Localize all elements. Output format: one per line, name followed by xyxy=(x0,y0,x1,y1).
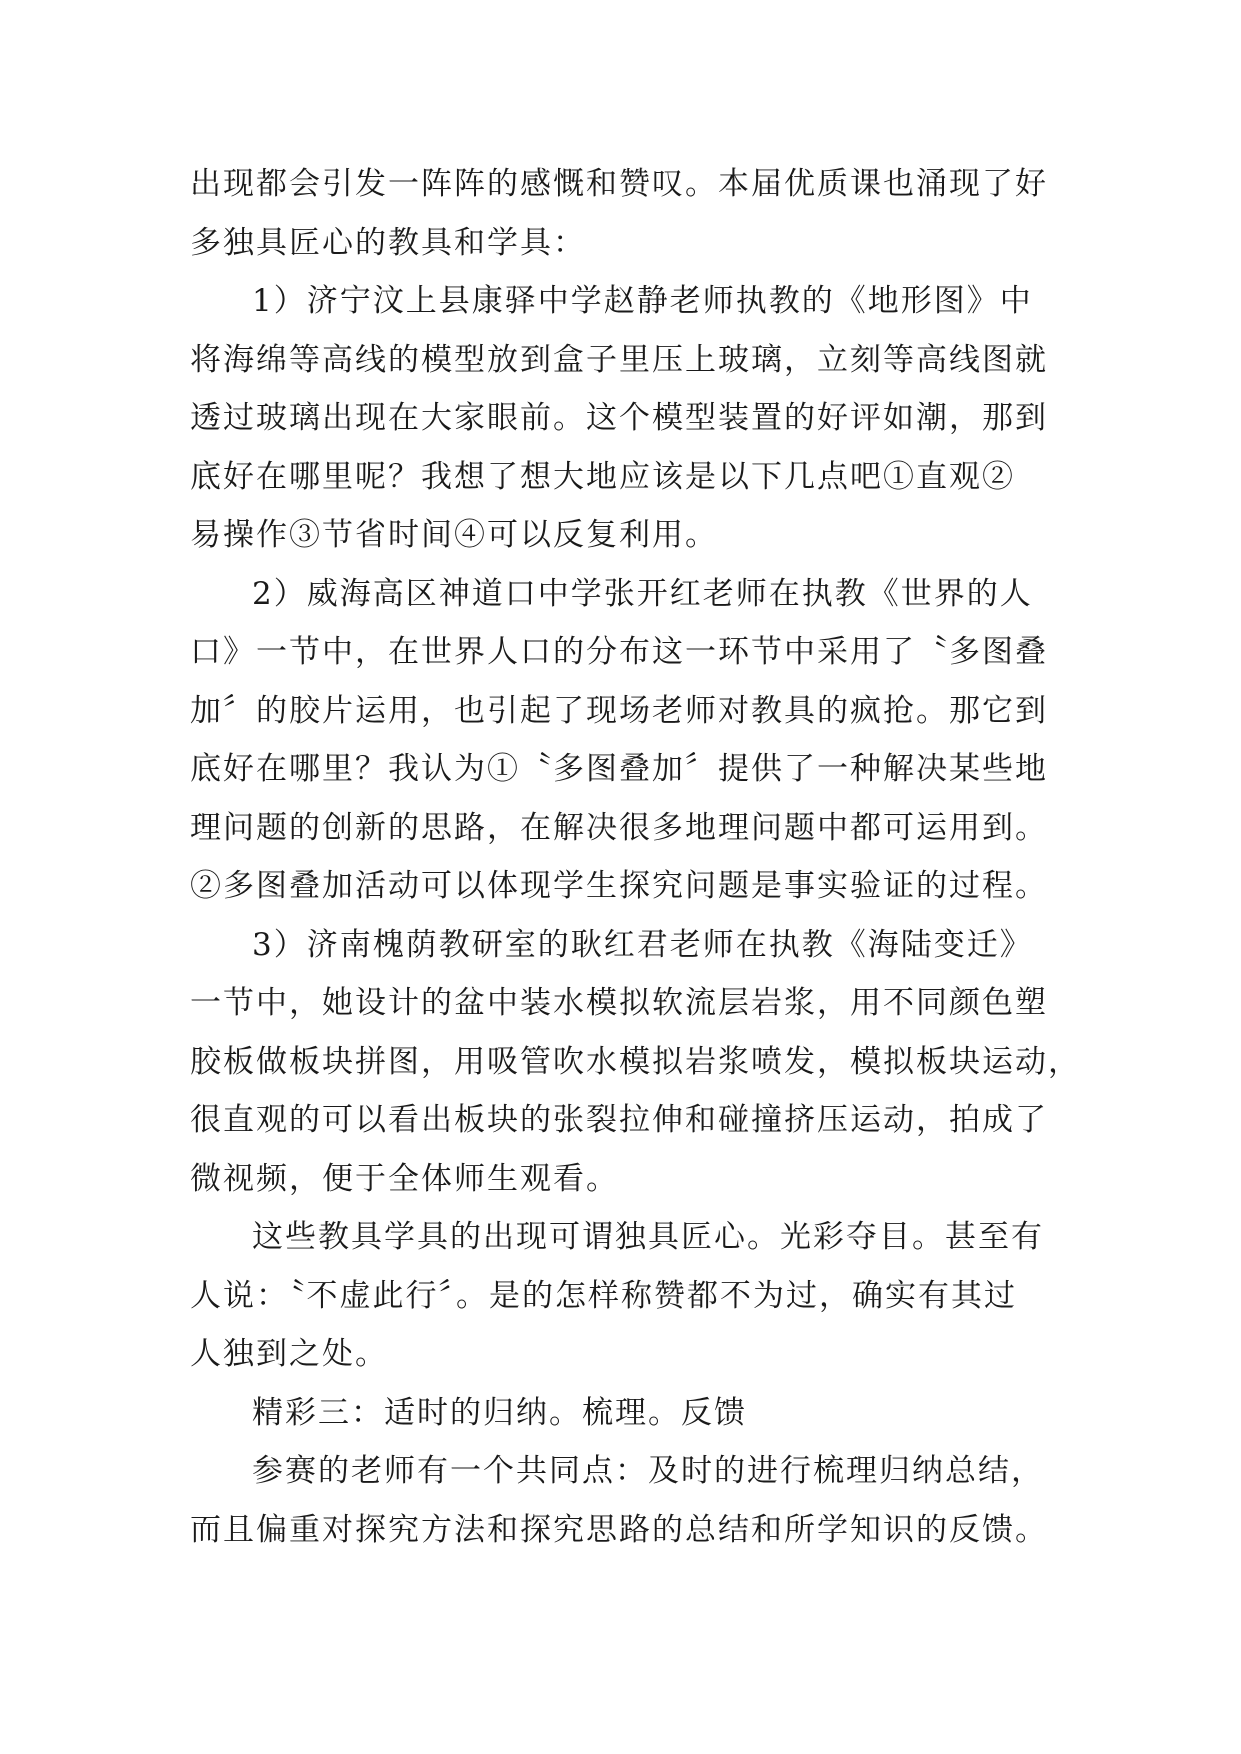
text-line: 底好在哪里？我认为①〝多图叠加〞提供了一种解决某些地 xyxy=(190,751,1048,787)
text-line: 很直观的可以看出板块的张裂拉伸和碰撞挤压运动，拍成了 xyxy=(190,1102,1048,1138)
document-body xyxy=(190,155,1081,1559)
text-line: 易操作③节省时间④可以反复利用。 xyxy=(190,517,718,553)
text-line: 将海绵等高线的模型放到盒子里压上玻璃，立刻等高线图就 xyxy=(190,341,1048,378)
text-line: 口》一节中，在世界人口的分布这一环节中采用了〝多图叠 xyxy=(190,634,1048,670)
text-line: 人独到之处。 xyxy=(190,1336,388,1372)
text-line: 理问题的创新的思路，在解决很多地理问题中都可运用到。 xyxy=(190,809,1048,846)
text-line: 底好在哪里呢？我想了想大地应该是以下几点吧①直观② xyxy=(190,458,1015,495)
text-line: 人说：〝不虚此行〞。是的怎样称赞都不为过，确实有其过 xyxy=(190,1277,1017,1314)
text-line: ②多图叠加活动可以体现学生探究问题是事实验证的过程。 xyxy=(190,868,1048,904)
text-line: 加〞的胶片运用，也引起了现场老师对教具的疯抢。那它到 xyxy=(190,692,1048,729)
text-line: 多独具匠心的教具和学具： xyxy=(190,224,586,261)
text-line: 胶板做板块拼图，用吸管吹水模拟岩浆喷发，模拟板块运动， xyxy=(190,1043,1081,1080)
text-line: 而且偏重对探究方法和探究思路的总结和所学知识的反馈。 xyxy=(190,1511,1048,1548)
text-line: 出现都会引发一阵阵的感慨和赞叹。本届优质课也涌现了好 xyxy=(190,166,1048,202)
text-line: 微视频，便于全体师生观看。 xyxy=(190,1160,619,1197)
paragraph-first-line: 1）济宁汶上县康驿中学赵静老师执教的《地形图》中 xyxy=(252,283,1033,319)
text-line: 透过玻璃出现在大家眼前。这个模型装置的好评如潮，那到 xyxy=(190,400,1048,436)
paragraph-first-line: 2）威海高区神道口中学张开红老师在执教《世界的人 xyxy=(252,575,1033,612)
section-heading: 精彩三：适时的归纳。梳理。反馈 xyxy=(252,1394,747,1431)
text-line: 一节中，她设计的盆中装水模拟软流层岩浆，用不同颜色塑 xyxy=(190,985,1048,1021)
paragraph-first-line: 参赛的老师有一个共同点：及时的进行梳理归纳总结， xyxy=(252,1453,1044,1489)
paragraph-first-line: 3）济南槐荫教研室的耿红君老师在执教《海陆变迁》 xyxy=(252,926,1033,963)
paragraph-first-line: 这些教具学具的出现可谓独具匠心。光彩夺目。甚至有 xyxy=(252,1219,1044,1255)
